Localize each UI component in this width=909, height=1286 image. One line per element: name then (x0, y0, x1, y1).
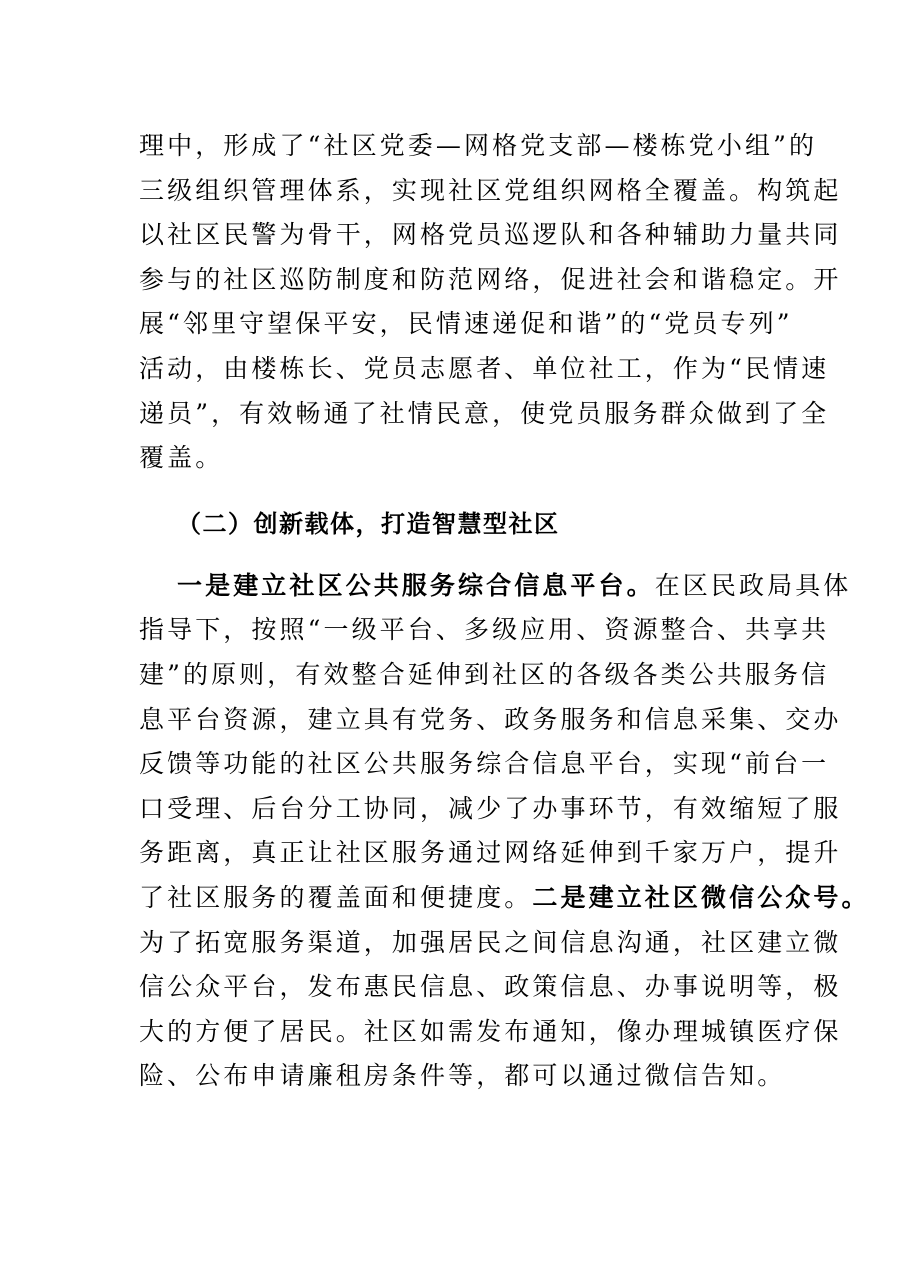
paragraph-2 (139, 564, 870, 1099)
text-line: 指导下，按照“一级平台、多级应用、资源整合、共享共 (139, 615, 830, 645)
text-line: 覆盖。 (139, 443, 224, 473)
text-line: 以社区民警为骨干，网格党员巡逻队和各种辅助力量共同 (139, 220, 842, 250)
text-run: 在区民政局具体 (654, 570, 852, 600)
text-line: 险、公布申请廉租房条件等，都可以通过微信告知。 (139, 1061, 786, 1091)
text-line: 活动，由楼栋长、党员志愿者、单位社工，作为“民情速 (139, 353, 830, 383)
text-line: 反馈等功能的社区公共服务综合信息平台，实现“前台一 (139, 749, 830, 779)
text-run: 了社区服务的覆盖面和便捷度。 (139, 882, 533, 912)
section-heading: （二）创新载体，打造智慧型社区 (177, 508, 560, 538)
text-line: 大的方便了居民。社区如需发布通知，像办理城镇医疗保 (139, 1016, 842, 1046)
text-line: 务距离，真正让社区服务通过网络延伸到千家万户，提升 (139, 838, 842, 868)
text-line: 三级组织管理体系，实现社区党组织网格全覆盖。构筑起 (139, 175, 842, 205)
text-line: 建”的原则，有效整合延伸到社区的各级各类公共服务信 (139, 659, 830, 689)
paragraph-1 (139, 124, 842, 481)
text-line: 为了拓宽服务渠道，加强居民之间信息沟通，社区建立微 (139, 927, 842, 957)
text-line: 展“邻里守望保平安，民情速递促和谐”的“党员专列” (139, 309, 793, 339)
text-line: 理中，形成了“社区党委—网格党支部—楼栋党小组”的 (139, 131, 818, 160)
text-line: 息平台资源，建立具有党务、政务服务和信息采集、交办 (139, 704, 842, 734)
text-line (139, 564, 852, 609)
text-line: 信公众平台，发布惠民信息、政策信息、办事说明等，极 (139, 972, 842, 1002)
bold-lead-text: 一是建立社区公共服务综合信息平台。 (177, 570, 655, 600)
text-line: 递员”，有效畅通了社情民意，使党员服务群众做到了全 (139, 398, 830, 428)
text-line (139, 876, 870, 921)
text-line: 口受理、后台分工协同，减少了办事环节，有效缩短了服 (139, 793, 842, 823)
bold-lead-text: 二是建立社区微信公众号。 (532, 882, 870, 912)
text-line: 参与的社区巡防制度和防范网络，促进社会和谐稳定。开 (139, 264, 842, 294)
